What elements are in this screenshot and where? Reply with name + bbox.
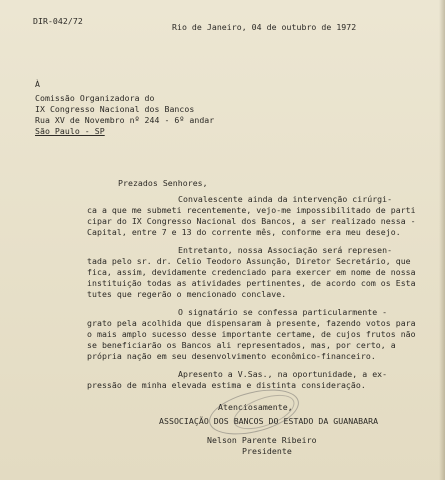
paragraph-3-line-1: O signatário se confessa particularmente - bbox=[178, 307, 388, 317]
paragraph-3-line-5: própria nação em seu desenvolvimento econômico-financeiro. bbox=[87, 351, 376, 361]
signer-title: Presidente bbox=[242, 446, 292, 456]
paragraph-1-line-3: cipar do IX Congresso Nacional dos Bancos, a ser realizado nessa - bbox=[87, 216, 416, 226]
paragraph-3-line-4: se beneficiarão os Bancos ali representados, mas, por certo, a bbox=[87, 340, 396, 350]
paragraph-3-line-3: o mais amplo sucesso desse importante certame, de cujos frutos não bbox=[87, 329, 416, 339]
paragraph-2-line-5: tutes que regerão o mencionado conclave. bbox=[87, 289, 287, 299]
paragraph-1-line-1: Convalescente ainda da intervenção cirúrgi- bbox=[178, 194, 393, 204]
valediction: Atenciosamente, bbox=[218, 402, 293, 412]
paragraph-1-line-4: Capital, entre 7 e 13 do corrente mês, conforme era meu desejo. bbox=[87, 227, 401, 237]
paragraph-2-line-2: tada pelo sr. dr. Celio Teodoro Assunção, Diretor Secretário, que bbox=[87, 256, 411, 266]
place-date: Rio de Janeiro, 04 de outubro de 1972 bbox=[172, 22, 357, 32]
recipient-to: À bbox=[35, 79, 40, 89]
reference-code: DIR-042/72 bbox=[33, 16, 83, 26]
paragraph-3-line-2: grato pela acolhida que dispensaram à presente, fazendo votos para bbox=[87, 318, 416, 328]
recipient-line-4: São Paulo - SP bbox=[35, 126, 105, 136]
paragraph-2-line-4: instituição todas as atividades pertinentes, de acordo com os Esta bbox=[87, 278, 416, 288]
salutation: Prezados Senhores, bbox=[118, 178, 208, 188]
paragraph-4-line-2: pressão de minha elevada estima e distinta consideração. bbox=[87, 380, 366, 390]
paragraph-4-line-1: Apresento a V.Sas., na oportunidade, a ex- bbox=[178, 369, 388, 379]
paragraph-1-line-2: ca a que me submeti recentemente, vejo-me impossibilitado de parti bbox=[87, 205, 416, 215]
recipient-line-3: Rua XV de Novembro nº 244 - 6º andar bbox=[35, 115, 215, 125]
recipient-line-2: IX Congresso Nacional dos Bancos bbox=[35, 104, 195, 114]
signer-name: Nelson Parente Ribeiro bbox=[207, 435, 317, 445]
paragraph-2-line-1: Entretanto, nossa Associação será represen- bbox=[178, 245, 393, 255]
paragraph-2-line-3: fica, assim, devidamente credenciado para exercer em nome de nossa bbox=[87, 267, 416, 277]
organization-name: ASSOCIAÇÃO DOS BANCOS DO ESTADO DA GUANABARA bbox=[159, 416, 379, 426]
recipient-line-1: Comissão Organizadora do bbox=[35, 93, 155, 103]
